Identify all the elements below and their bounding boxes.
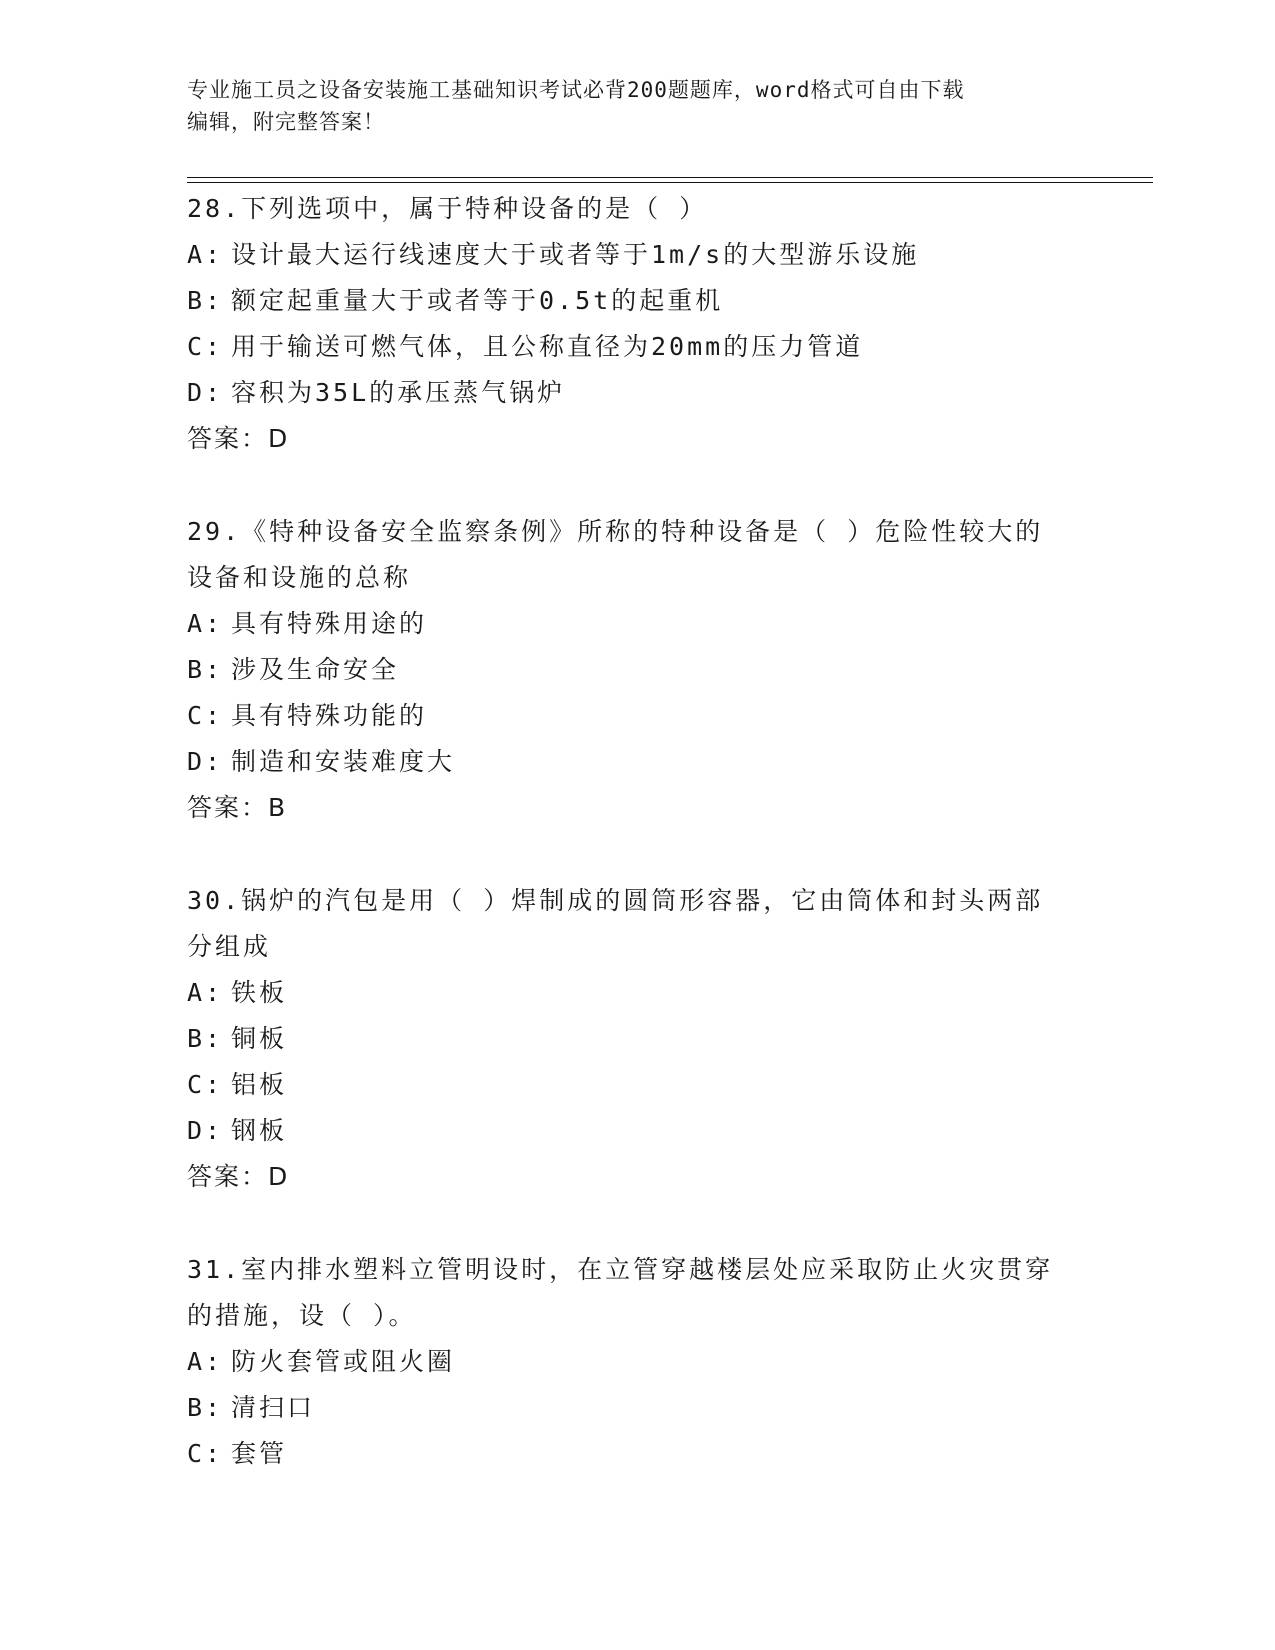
option-letter: B: [187,1393,224,1422]
option-text: 铁板 [231,978,288,1007]
question-block [187,509,1087,831]
option-text: 铝板 [231,1070,288,1099]
question-stem: 28.下列选项中，属于特种设备的是（ ） [187,194,708,223]
header-divider-top [187,177,1153,178]
option-text: 设计最大运行线速度大于或者等于1m/s的大型游乐设施 [231,240,920,269]
answer-option [187,370,1087,416]
question-stem: 设备和设施的总称 [187,563,412,592]
header-line-2: 编辑，附完整答案！ [187,110,385,134]
option-letter: D: [187,378,224,407]
question-list [187,186,1087,1524]
option-text: 防火套管或阻火圈 [231,1347,456,1376]
answer-option [187,1339,1087,1385]
option-letter: A: [187,240,224,269]
answer-option [187,1062,1087,1108]
option-text: 制造和安装难度大 [231,747,456,776]
answer-option [187,324,1087,370]
option-text: 具有特殊用途的 [231,609,428,638]
option-letter: C: [187,1070,224,1099]
option-letter: D: [187,1116,224,1145]
option-letter: D: [187,747,224,776]
option-text: 具有特殊功能的 [231,701,428,730]
answer-key: 答案：D [187,424,290,453]
answer-option [187,1431,1087,1477]
option-text: 铜板 [231,1024,288,1053]
answer-option [187,970,1087,1016]
option-letter: A: [187,978,224,1007]
option-letter: C: [187,1439,224,1468]
question-stem: 分组成 [187,932,272,961]
option-text: 容积为35L的承压蒸气锅炉 [231,378,566,407]
document-header [187,74,1067,138]
option-letter: B: [187,655,224,684]
question-stem: 30.锅炉的汽包是用（ ）焊制成的圆筒形容器，它由筒体和封头两部 [187,886,1044,915]
option-text: 额定起重量大于或者等于0.5t的起重机 [231,286,724,315]
header-line-1: 专业施工员之设备安装施工基础知识考试必背200题题库，word格式可自由下载 [187,78,965,102]
option-text: 套管 [231,1439,288,1468]
answer-key: 答案：D [187,1162,290,1191]
answer-option [187,278,1087,324]
answer-option [187,232,1087,278]
option-letter: B: [187,286,224,315]
option-text: 涉及生命安全 [231,655,400,684]
option-text: 钢板 [231,1116,288,1145]
answer-option [187,601,1087,647]
answer-option [187,739,1087,785]
option-letter: C: [187,701,224,730]
header-divider-bottom [187,182,1153,183]
question-block [187,878,1087,1200]
question-stem: 31.室内排水塑料立管明设时，在立管穿越楼层处应采取防止火灾贯穿 [187,1255,1054,1284]
option-text: 清扫口 [231,1393,316,1422]
question-stem: 29.《特种设备安全监察条例》所称的特种设备是（ ）危险性较大的 [187,517,1044,546]
option-letter: C: [187,332,224,361]
option-letter: A: [187,1347,224,1376]
answer-option [187,1016,1087,1062]
option-text: 用于输送可燃气体，且公称直径为20mm的压力管道 [231,332,864,361]
question-stem: 的措施，设（ ）。 [187,1301,417,1330]
option-letter: A: [187,609,224,638]
option-letter: B: [187,1024,224,1053]
answer-option [187,1385,1087,1431]
question-block [187,186,1087,462]
answer-key: 答案：B [187,793,288,822]
answer-option [187,693,1087,739]
question-block [187,1247,1087,1477]
answer-option [187,647,1087,693]
answer-option [187,1108,1087,1154]
